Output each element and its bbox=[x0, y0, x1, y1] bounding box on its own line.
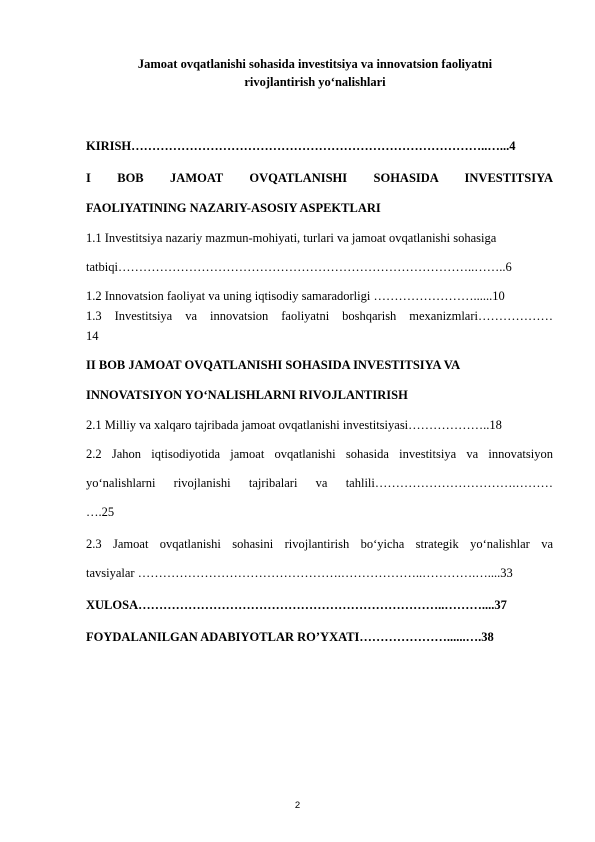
table-of-contents bbox=[86, 136, 553, 647]
toc-entry-1-2: 1.2 Innovatsion faoliyat va uning iqtisodiy samaradorligi ……………………......10 bbox=[86, 289, 505, 303]
toc-entry-1-3-page: 14 bbox=[86, 329, 99, 343]
toc-chapter-1-heading-cont: FAOLIYATINING NAZARIY-ASOSIY ASPEKTLARI bbox=[86, 201, 381, 215]
toc-entry-2-3: 2.3 Jamoat ovqatlanishi sohasini rivojlantirish bo‘yicha strategik yo‘nalishlar va bbox=[86, 537, 553, 551]
toc-entry-2-3-cont: tavsiyalar ………………………………………….………………..………….…....33 bbox=[86, 566, 513, 580]
toc-entry-kirish: KIRISH…………………………………………………………………………..…...4 bbox=[86, 139, 516, 153]
toc-entry-2-2-cont: yo‘nalishlarni rivojlanishi tajribalari va tahlili…………………………….……… bbox=[86, 476, 553, 490]
title-line-2: rivojlantirish yo‘nalishlari bbox=[244, 75, 386, 89]
toc-entry-adabiyotlar: FOYDALANILGAN ADABIYOTLAR RO’YXATI…………………......….38 bbox=[86, 630, 494, 644]
toc-entry-1-1-cont: tatbiqi…………………………………………………………………………..……..6 bbox=[86, 260, 512, 274]
page-number: 2 bbox=[294, 800, 301, 811]
toc-chapter-2-heading-cont: INNOVATSIYON YO‘NALISHLARNI RIVOJLANTIRISH bbox=[86, 388, 408, 402]
toc-entry-2-1: 2.1 Milliy va xalqaro tajribada jamoat ovqatlanishi investitsiyasi………………..18 bbox=[86, 418, 502, 432]
toc-entry-1-1: 1.1 Investitsiya nazariy mazmun-mohiyati, turlari va jamoat ovqatlanishi sohasiga bbox=[86, 231, 497, 245]
toc-chapter-1-heading: I BOB JAMOAT OVQATLANISHI SOHASIDA INVESTITSIYA bbox=[86, 171, 553, 185]
toc-entry-2-2: 2.2 Jahon iqtisodiyotida jamoat ovqatlanishi sohasida investitsiya va innovatsiyon bbox=[86, 447, 553, 461]
toc-entry-1-3: 1.3 Investitsiya va innovatsion faoliyatni boshqarish mexanizmlari……………… bbox=[86, 309, 553, 323]
toc-entry-xulosa: XULOSA………………………………………………………………..………....37 bbox=[86, 598, 507, 612]
title-line-1: Jamoat ovqatlanishi sohasida investitsiya va innovatsion faoliyatni bbox=[137, 57, 493, 71]
toc-chapter-2-heading: II BOB JAMOAT OVQATLANISHI SOHASIDA INVESTITSIYA VA bbox=[86, 358, 461, 372]
document-title bbox=[110, 55, 520, 91]
toc-entry-2-2-page: ….25 bbox=[86, 505, 115, 519]
